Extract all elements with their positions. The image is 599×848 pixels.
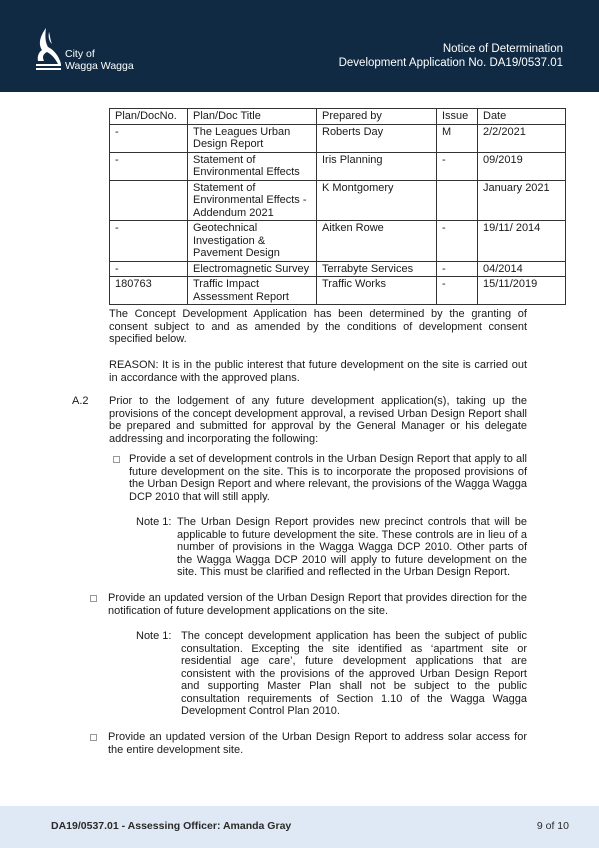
condition-text: Prior to the lodgement of any future development application(s), taking up the provisions of the concept development approval, a revised Urban Design Report shall be prepared and submitted for approval by the General Manager or his delegate addressing and incorporating the following: [109, 395, 527, 445]
page-header [0, 0, 599, 92]
concept-determination-paragraph: The Concept Development Application has been determined by the granting of consent subject to and as amended by the conditions of development consent specified below. [109, 308, 527, 345]
page-footer [0, 806, 599, 848]
swan-logo-icon [36, 28, 62, 70]
table-cell: 15/11/2019 [478, 277, 566, 305]
note-text: The concept development application has been the subject of public consultation. Excepting the site identified as ‘apartment site or residential age care’, future development applications that are consistent with the provisions of the approved Urban Design Report and supporting Master Plan shall not be subject to the public consultation requirements of Section 1.10 of the Wagga Wagga Development Control Plan 2010. [181, 630, 527, 717]
table-cell: 2/2/2021 [478, 124, 566, 152]
table-cell: Statement of Environmental Effects - Addendum 2021 [188, 180, 317, 221]
table-cell: - [110, 261, 188, 277]
logo-text [65, 48, 134, 72]
column-header: Plan/Doc Title [188, 109, 317, 125]
reason-paragraph: REASON: It is in the public interest that future development on the site is carried out in accordance with the approved plans. [109, 359, 527, 384]
table-row [110, 277, 566, 305]
table-cell: January 2021 [478, 180, 566, 221]
column-header: Date [478, 109, 566, 125]
table-cell: Traffic Works [317, 277, 437, 305]
table-row [110, 221, 566, 262]
note-text: The Urban Design Report provides new precinct controls that will be applicable to future development the site. These controls are in lieu of a number of provisions in the Wagga Wagga DCP 2010. Other parts of the Wagga Wagga DCP 2010 will apply to future development on the site. This must be clarified and reflected in the Urban Design Report. [177, 516, 527, 578]
header-title-block [339, 42, 563, 70]
list-item-text: Provide an updated version of the Urban Design Report to address solar access for the entire development site. [108, 731, 527, 756]
table-cell: - [110, 152, 188, 180]
column-header: Issue [437, 109, 478, 125]
page-number: 9 of 10 [536, 820, 569, 832]
checkbox-bullet-icon [90, 595, 97, 602]
table-row [110, 152, 566, 180]
application-number: Development Application No. DA19/0537.01 [338, 57, 563, 69]
table-cell [437, 180, 478, 221]
list-item [90, 731, 527, 756]
table-cell: Traffic Impact Assessment Report [188, 277, 317, 305]
table-cell: Roberts Day [317, 124, 437, 152]
table-cell: 180763 [110, 277, 188, 305]
checkbox-bullet-icon [90, 734, 97, 741]
table-header-row [110, 109, 566, 125]
table-row [110, 180, 566, 221]
note-block [136, 516, 527, 579]
table-cell: 19/11/ 2014 [478, 221, 566, 262]
table-cell: - [110, 124, 188, 152]
list-item-text: Provide an updated version of the Urban Design Report that provides direction for the notification of future development applications on the site. [108, 592, 527, 617]
table-cell: 04/2014 [478, 261, 566, 277]
table-cell: - [110, 221, 188, 262]
table-cell [110, 180, 188, 221]
plans-table [109, 108, 566, 305]
table-cell: M [437, 124, 478, 152]
column-header: Prepared by [317, 109, 437, 125]
table-cell: - [437, 277, 478, 305]
condition-number: A.2 [72, 395, 89, 407]
note-label: Note 1: [136, 630, 172, 642]
table-cell: Iris Planning [317, 152, 437, 180]
table-cell: - [437, 221, 478, 262]
table-cell: The Leagues Urban Design Report [188, 124, 317, 152]
note-block [136, 630, 527, 718]
column-header: Plan/DocNo. [110, 109, 188, 125]
table-cell: K Montgomery [317, 180, 437, 221]
table-cell: Geotechnical Investigation & Pavement Design [188, 221, 317, 262]
logo-line1: City of [65, 48, 95, 60]
table-cell: 09/2019 [478, 152, 566, 180]
table-row [110, 124, 566, 152]
council-logo [36, 28, 146, 74]
checkbox-bullet-icon [113, 456, 120, 463]
footer-reference: DA19/0537.01 - Assessing Officer: Amanda Gray [51, 820, 292, 832]
table-row [110, 261, 566, 277]
table-cell: Electromagnetic Survey [188, 261, 317, 277]
note-label: Note 1: [136, 516, 172, 528]
logo-line2: Wagga Wagga [65, 60, 134, 72]
table-cell: Aitken Rowe [317, 221, 437, 262]
table-cell: Statement of Environmental Effects [188, 152, 317, 180]
list-item-text: Provide a set of development controls in the Urban Design Report that apply to all future development on the site. This is to incorporate the proposed provisions of the Urban Design Report and where relevant, the provisions of the Wagga Wagga DCP 2010 that will still apply. [129, 453, 527, 503]
table-cell: Terrabyte Services [317, 261, 437, 277]
list-item [90, 592, 527, 617]
table-cell: - [437, 261, 478, 277]
table-cell: - [437, 152, 478, 180]
document-title: Notice of Determination [442, 43, 563, 55]
list-item [113, 453, 527, 503]
